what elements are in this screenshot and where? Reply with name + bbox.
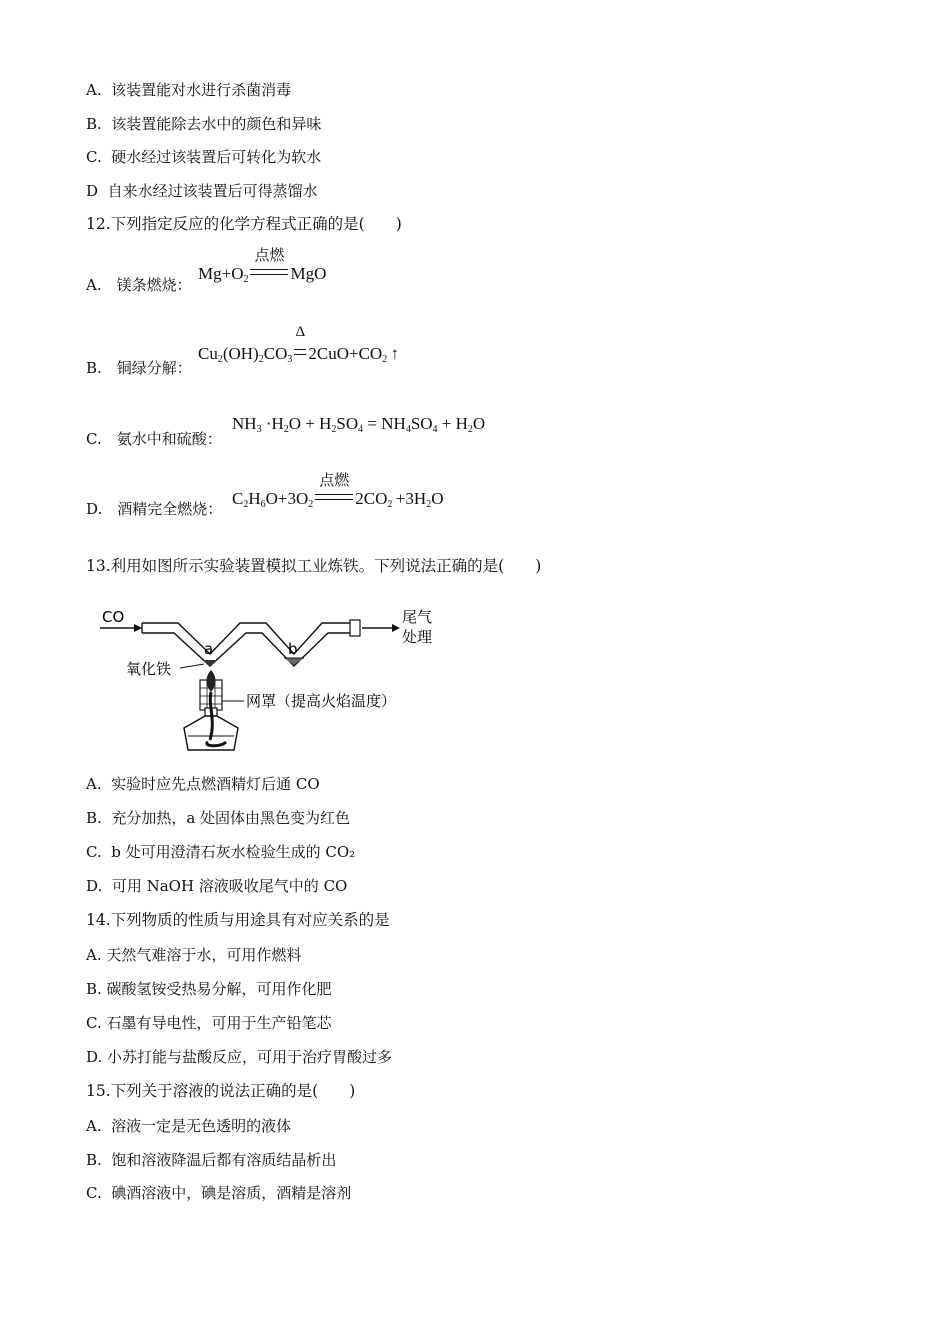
q12-option-d-label: D. 酒精完全燃烧： [86, 500, 223, 518]
q13-option-d: D. 可用 NaOH 溶液吸收尾气中的 CO [86, 877, 348, 895]
q13-option-c: C. b 处可用澄清石灰水检验生成的 CO₂ [86, 843, 356, 861]
q14-stem: 14.下列物质的性质与用途具有对应关系的是 [86, 911, 390, 929]
q12-option-c-equation: $NH_3 \cdot H_2O + H_2SO_4 = NH_4SO_4 + H_2O$ [232, 414, 486, 435]
q14-option-c: C. 石墨有导电性，可用于生产铅笔芯 [86, 1014, 332, 1032]
w-shaped-tube [142, 623, 358, 654]
tube-stopper [350, 620, 360, 636]
condition-ignite: 点燃 [319, 473, 350, 489]
label-exhaust-1: 尾气 [402, 608, 433, 626]
q15-option-c: C. 碘酒溶液中，碘是溶质，酒精是溶剂 [86, 1184, 352, 1202]
label-exhaust-2: 处理 [402, 628, 433, 646]
q14-option-b: B. 碳酸氢铵受热易分解，可用作化肥 [86, 980, 332, 998]
q12-option-c-label: C. 氨水中和硫酸： [86, 430, 222, 448]
q13-option-b: B. 充分加热，a 处固体由黑色变为红色 [86, 809, 351, 827]
q12-option-b-equation: $Cu_2(OH)_2CO_3$ Δ $2CuO+CO_2$ ↑ [198, 324, 400, 365]
label-iron-oxide: 氧化铁 [126, 660, 172, 678]
label-co: CO [102, 608, 125, 626]
q15-stem: 15.下列关于溶液的说法正确的是( ) [86, 1082, 356, 1100]
limewater [284, 658, 304, 665]
label-a: a [204, 640, 214, 658]
q11-option-c: C. 硬水经过该装置后可转化为软水 [86, 148, 322, 166]
q12-option-a-label: A. 镁条燃烧： [86, 276, 192, 294]
q12-option-b-label: B. 铜绿分解： [86, 359, 192, 377]
q12-stem: 12.下列指定反应的化学方程式正确的是( ) [86, 215, 402, 233]
q12-option-a-equation: $Mg+O_2$ 点燃 MgO [198, 264, 326, 285]
condition-ignite: 点燃 [254, 248, 285, 264]
q12-option-d-equation: $C_2H_6O+3O_2$ 点燃 $2CO_2 +3H_2O$ [232, 489, 443, 510]
iron-smelting-apparatus-diagram [96, 602, 446, 754]
label-b: b [288, 640, 298, 658]
q13-option-a: A. 实验时应先点燃酒精灯后通 CO [86, 775, 320, 793]
condition-heat: Δ [295, 324, 306, 340]
q11-option-d: D 自来水经过该装置后可得蒸馏水 [86, 182, 318, 200]
q14-option-a: A. 天然气难溶于水，可用作燃料 [86, 946, 302, 964]
label-net-cover: 网罩（提高火焰温度） [246, 692, 397, 710]
q11-option-b: B. 该装置能除去水中的颜色和异味 [86, 115, 322, 133]
q11-option-a: A. 该装置能对水进行杀菌消毒 [86, 81, 292, 99]
q15-option-a: A. 溶液一定是无色透明的液体 [86, 1117, 292, 1135]
q15-option-b: B. 饱和溶液降温后都有溶质结晶析出 [86, 1151, 337, 1169]
q14-option-d: D. 小苏打能与盐酸反应，可用于治疗胃酸过多 [86, 1048, 393, 1066]
q13-stem: 13.利用如图所示实验装置模拟工业炼铁。下列说法正确的是( ) [86, 557, 542, 575]
iron-oxide-solid [202, 660, 218, 666]
